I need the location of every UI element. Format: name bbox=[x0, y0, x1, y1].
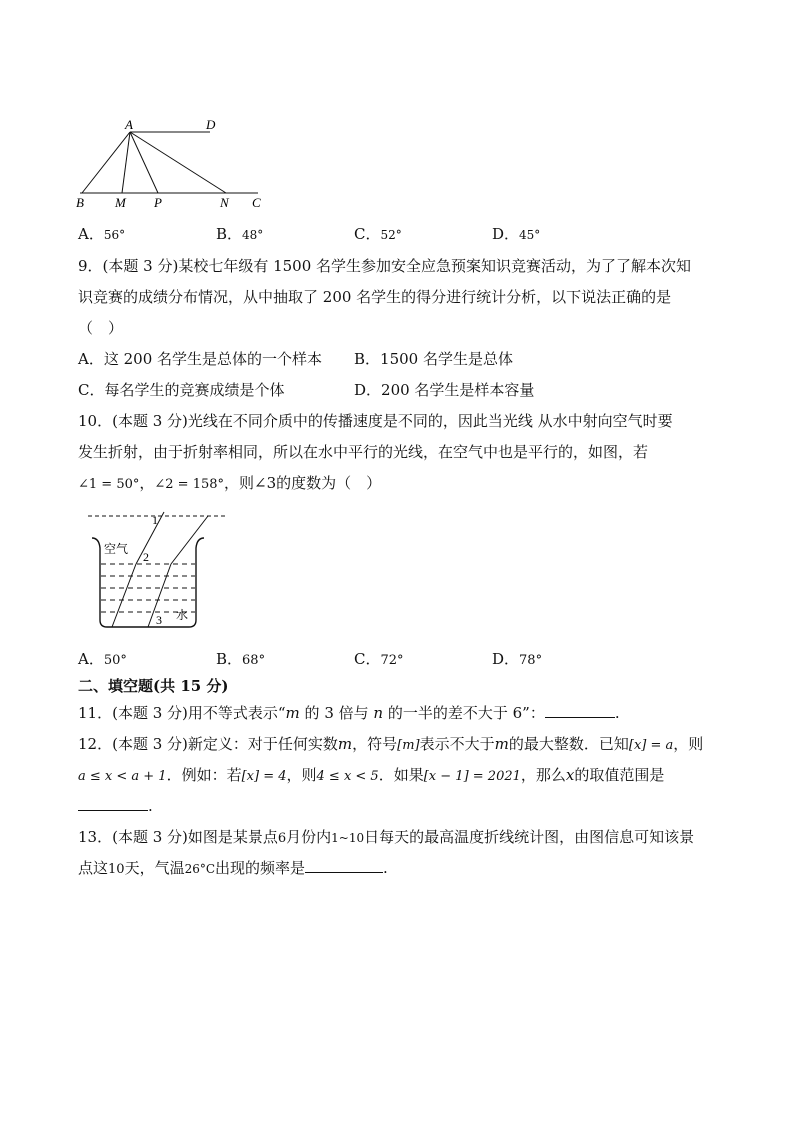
refraction-beaker-figure bbox=[86, 508, 236, 633]
q9-option-a[interactable]: A．这 200 名学生是总体的一个样本 bbox=[78, 350, 323, 368]
q10-option-d[interactable]: D．78° bbox=[492, 650, 543, 668]
label-water: 水 bbox=[176, 608, 189, 622]
geometry-figure-triangle bbox=[70, 112, 270, 212]
label-A: A bbox=[125, 117, 133, 132]
label-P: P bbox=[154, 195, 162, 210]
q9-stem-line1: 9．(本题 3 分)某校七年级有 1500 名学生参加安全应急预案知识竞赛活动，为了了解本次知 bbox=[78, 257, 692, 275]
label-C: C bbox=[252, 195, 261, 210]
q10-condition-angle2: ∠2 = 158° bbox=[154, 477, 225, 492]
q10-option-a[interactable]: A．50° bbox=[78, 650, 127, 668]
q13-stem-line2: 点这10天，气温26°C出现的频率是 . bbox=[78, 859, 388, 877]
q11-stem: 11．(本题 3 分)用不等式表示“m 的 3 倍与 n 的一半的差不大于 6”： . bbox=[78, 704, 620, 722]
q8-option-d[interactable]: D．45° bbox=[492, 225, 541, 243]
label-angle-3: 3 bbox=[156, 613, 162, 627]
section-heading-fill-in: 二、填空题(共 15 分) bbox=[78, 677, 229, 695]
label-M: M bbox=[115, 195, 126, 210]
q13-answer-blank[interactable] bbox=[305, 858, 383, 873]
label-angle-1: 1 bbox=[152, 513, 158, 527]
q12-stem-line2: a ≤ x < a + 1．例如：若[x] = 4，则4 ≤ x < 5．如果[x − 1] = 2021，那么x的取值范围是 bbox=[78, 766, 665, 784]
q9-option-d[interactable]: D．200 名学生是样本容量 bbox=[354, 381, 535, 399]
q10-option-c[interactable]: C．72° bbox=[354, 650, 404, 668]
label-N: N bbox=[220, 195, 229, 210]
q9-option-c[interactable]: C．每名学生的竞赛成绩是个体 bbox=[78, 381, 285, 399]
q8-option-c[interactable]: C．52° bbox=[354, 225, 402, 243]
q12-answer-blank[interactable] bbox=[78, 796, 148, 811]
label-angle-2: 2 bbox=[143, 550, 149, 564]
q8-option-a[interactable]: A．56° bbox=[78, 225, 126, 243]
label-B: B bbox=[76, 195, 84, 210]
label-air: 空气 bbox=[104, 542, 129, 556]
q10-stem-line2: 发生折射，由于折射率相同，所以在水中平行的光线，在空气中也是平行的，如图，若 bbox=[78, 443, 649, 461]
q12-stem-line1: 12．(本题 3 分)新定义：对于任何实数m，符号[m]表示不大于m的最大整数．已知[x] = a，则 bbox=[78, 735, 704, 753]
q10-stem-line1: 10．(本题 3 分)光线在不同介质中的传播速度是不同的，因此当光线 从水中射向空气时要 bbox=[78, 412, 673, 430]
q13-stem-line1: 13．(本题 3 分)如图是某景点6月份内1~10日每天的最高温度折线统计图，由图信息可知该景 bbox=[78, 828, 695, 846]
q12-answer-line: . bbox=[78, 796, 153, 816]
q9-stem-line2: 识竞赛的成绩分布情况，从中抽取了 200 名学生的得分进行统计分析，以下说法正确的是 bbox=[78, 288, 672, 306]
q10-condition-angle1: ∠1 = 50° bbox=[78, 477, 140, 492]
q9-answer-paren: （ ） bbox=[78, 319, 124, 337]
q9-option-b[interactable]: B．1500 名学生是总体 bbox=[354, 350, 513, 368]
label-D: D bbox=[206, 117, 216, 132]
q10-stem-line3: ∠1 = 50°，∠2 = 158°，则∠3的度数为（ ） bbox=[78, 474, 382, 492]
q8-option-b[interactable]: B．48° bbox=[216, 225, 264, 243]
q10-option-b[interactable]: B．68° bbox=[216, 650, 266, 668]
q11-answer-blank[interactable] bbox=[545, 703, 615, 718]
